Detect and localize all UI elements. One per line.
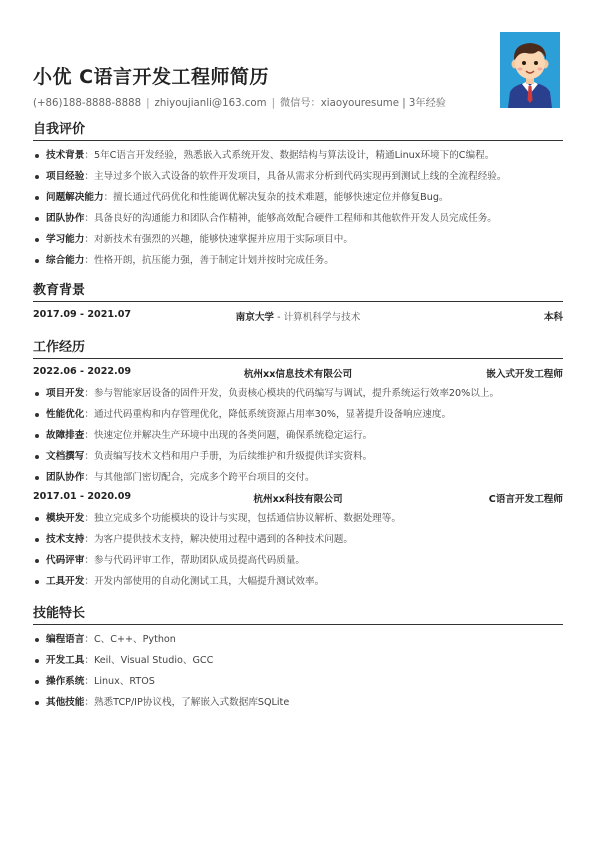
item-label: 问题解决能力	[46, 192, 104, 203]
phone-number: (+86)188-8888-8888	[33, 98, 142, 109]
resume-title: 小优 C语言开发工程师简历	[33, 66, 270, 88]
avatar-photo	[500, 32, 560, 108]
list-item	[33, 229, 563, 250]
list-item	[33, 692, 563, 713]
list-item	[33, 425, 563, 446]
avatar-illustration	[500, 32, 560, 108]
email-address: zhiyoujianli@163.com	[154, 98, 267, 109]
item-label: 团队协作	[46, 472, 85, 483]
resume-page	[33, 0, 563, 713]
item-label: 其他技能	[46, 697, 85, 708]
school-name: 南京大学	[235, 312, 275, 323]
skills-section	[33, 602, 563, 713]
item-text: ：Keil、Visual Studio、GCC	[84, 655, 214, 666]
item-text: ：独立完成多个功能模块的设计与实现，包括通信协议解析、数据处理等。	[84, 513, 401, 524]
list-item	[33, 145, 563, 166]
item-text: ：通过代码重构和内存管理优化，降低系统资源占用率30%，显著提升设备响应速度。	[84, 409, 452, 420]
skills-list	[33, 629, 563, 713]
item-text: ：Linux、RTOS	[84, 676, 155, 687]
job-period: 2022.06 - 2022.09	[33, 366, 132, 377]
item-text: ：擅长通过代码优化和性能调优解决复杂的技术难题，能够快速定位并修复Bug。	[103, 192, 449, 203]
contact-line	[33, 94, 446, 109]
item-text: ：对新技术有强烈的兴趣，能够快速掌握并应用于实际项目中。	[84, 234, 353, 245]
item-text: ：快速定位并解决生产环境中出现的各类问题，确保系统稳定运行。	[84, 430, 373, 441]
list-item	[33, 671, 563, 692]
self-evaluation-list	[33, 145, 563, 271]
item-text: ：为客户提供技术支持，解决使用过程中遇到的各种技术问题。	[84, 534, 353, 545]
list-item	[33, 508, 563, 529]
item-label: 开发工具	[46, 655, 85, 666]
job-role: C语言开发工程师	[488, 494, 563, 505]
separator: |	[146, 98, 150, 109]
education-row	[33, 306, 563, 326]
self-evaluation-section	[33, 118, 563, 271]
job-header-row	[33, 488, 563, 508]
list-item	[33, 529, 563, 550]
list-item	[33, 166, 563, 187]
list-item	[33, 467, 563, 488]
item-label: 代码评审	[46, 555, 85, 566]
job-company: 杭州xx科技有限公司	[253, 494, 343, 505]
list-item	[33, 187, 563, 208]
education-school-major	[33, 309, 563, 323]
item-label: 技术背景	[46, 150, 85, 161]
item-text: ：性格开朗，抗压能力强，善于制定计划并按时完成任务。	[84, 255, 334, 266]
list-item	[33, 650, 563, 671]
list-item	[33, 571, 563, 592]
separator: |	[271, 98, 275, 109]
item-text: ：熟悉TCP/IP协议栈，了解嵌入式数据库SQLite	[84, 697, 290, 708]
list-item	[33, 550, 563, 571]
major-name: - 计算机科学与技术	[274, 312, 361, 323]
item-label: 技术支持	[46, 534, 85, 545]
list-item	[33, 446, 563, 467]
list-item	[33, 404, 563, 425]
list-item	[33, 629, 563, 650]
item-label: 性能优化	[46, 409, 85, 420]
item-label: 项目开发	[46, 388, 85, 399]
item-text: ：主导过多个嵌入式设备的软件开发项目，具备从需求分析到代码实现再到测试上线的全流程经验。	[84, 171, 507, 182]
list-item	[33, 208, 563, 229]
item-label: 操作系统	[46, 676, 85, 687]
item-label: 文档撰写	[46, 451, 85, 462]
item-text: ：5年C语言开发经验，熟悉嵌入式系统开发、数据结构与算法设计，精通Linux环境下的C编程。	[84, 150, 495, 161]
item-text: ：与其他部门密切配合，完成多个跨平台项目的交付。	[84, 472, 315, 483]
section-title: 教育背景	[33, 279, 563, 302]
item-text: ：参与代码评审工作，帮助团队成员提高代码质量。	[84, 555, 306, 566]
item-text: ：C、C++、Python	[84, 634, 176, 645]
job-period: 2017.01 - 2020.09	[33, 491, 132, 502]
education-degree: 本科	[543, 312, 563, 323]
item-label: 故障排查	[46, 430, 85, 441]
section-title: 自我评价	[33, 118, 563, 141]
job-duties-list	[33, 508, 563, 592]
item-label: 模块开发	[46, 513, 85, 524]
item-label: 项目经验	[46, 171, 85, 182]
item-label: 工具开发	[46, 576, 85, 587]
item-text: ：具备良好的沟通能力和团队合作精神，能够高效配合硬件工程师和其他软件开发人员完成任务。	[84, 213, 497, 224]
item-label: 团队协作	[46, 213, 85, 224]
job-duties-list	[33, 383, 563, 488]
education-section	[33, 279, 563, 326]
item-label: 学习能力	[46, 234, 85, 245]
list-item	[33, 250, 563, 271]
education-period: 2017.09 - 2021.07	[33, 309, 132, 320]
resume-header	[33, 0, 563, 112]
item-label: 综合能力	[46, 255, 85, 266]
work-experience-section	[33, 336, 563, 592]
job-role: 嵌入式开发工程师	[486, 369, 563, 380]
item-label: 编程语言	[46, 634, 85, 645]
section-title: 技能特长	[33, 602, 563, 625]
section-title: 工作经历	[33, 336, 563, 359]
item-text: ：参与智能家居设备的固件开发，负责核心模块的代码编写与调试，提升系统运行效率20%以上。	[84, 388, 500, 399]
job-company: 杭州xx信息技术有限公司	[243, 369, 353, 380]
item-text: ：负责编写技术文档和用户手册，为后续维护和升级提供详实资料。	[84, 451, 373, 462]
list-item	[33, 383, 563, 404]
item-text: ：开发内部使用的自动化测试工具，大幅提升测试效率。	[84, 576, 325, 587]
job-header-row	[33, 363, 563, 383]
wechat-and-experience: 微信号：xiaoyouresume | 3年经验	[280, 98, 446, 109]
